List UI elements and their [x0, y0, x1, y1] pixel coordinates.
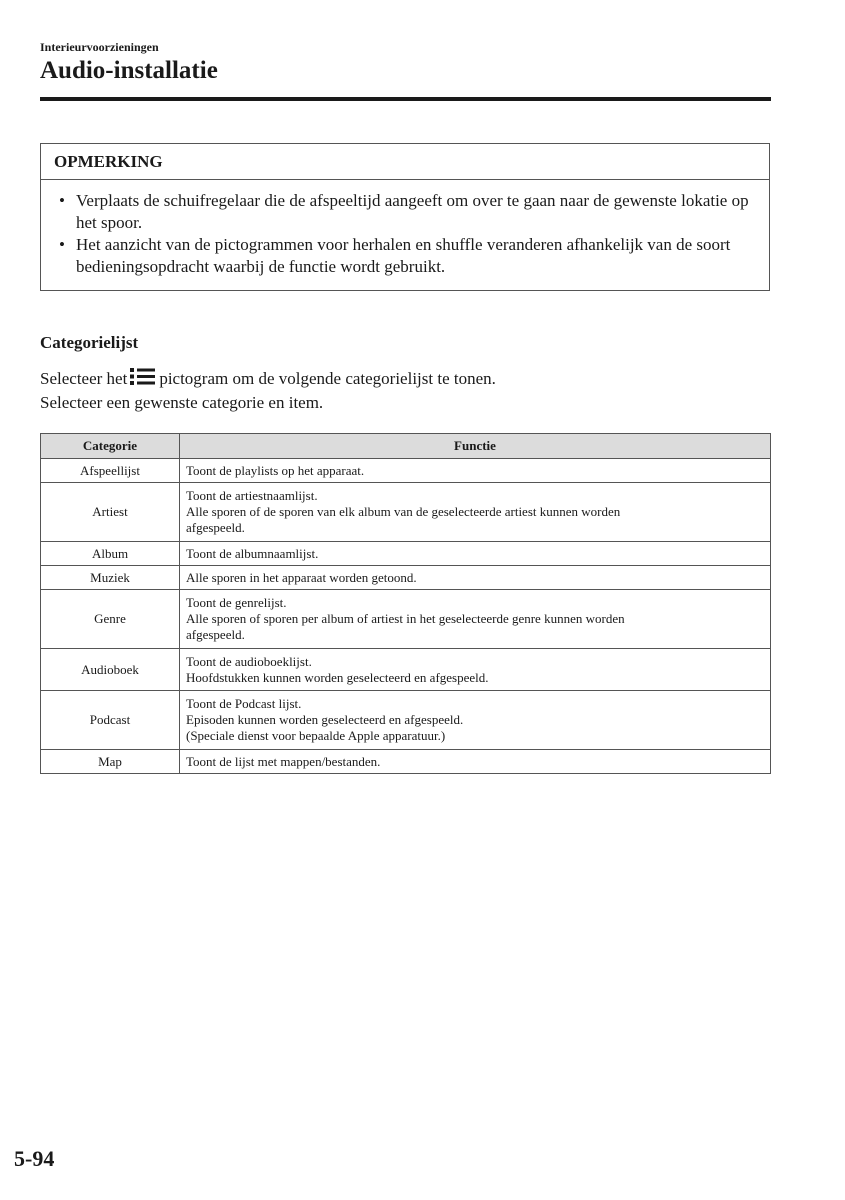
title-rule: [40, 97, 771, 101]
function-line: Toont de audioboeklijst.: [186, 653, 312, 669]
page-title: Audio-installatie: [40, 57, 218, 84]
category-cell: Muziek: [41, 566, 180, 590]
function-line: Toont de artiestnaamlijst.: [186, 488, 318, 503]
category-cell: Map: [41, 750, 180, 774]
intro-line-1: [40, 367, 780, 392]
page-number: 5-94: [14, 1146, 55, 1171]
function-line: Toont de albumnaamlijst.: [186, 545, 319, 561]
note-heading: OPMERKING: [41, 144, 769, 180]
column-header-function: Functie: [180, 434, 771, 459]
function-cell: [180, 750, 771, 774]
table-row: [41, 649, 771, 691]
function-line: afgespeeld.: [186, 627, 245, 642]
function-line: Alle sporen of sporen per album of artiest in het geselecteerde genre kunnen worden: [186, 611, 625, 626]
note-item-text: Verplaats de schuifregelaar die de afspeeltijd aangeeft om over te gaan naar de gewenste lokatie op het spoor.: [76, 191, 749, 232]
function-line: Alle sporen in het apparaat worden getoond.: [186, 569, 417, 585]
function-cell: [180, 459, 771, 483]
category-cell: Afspeellijst: [41, 459, 180, 483]
function-line: Toont de Podcast lijst.: [186, 696, 302, 711]
function-cell: [180, 649, 771, 691]
category-cell: Genre: [41, 590, 180, 649]
category-cell: Audioboek: [41, 649, 180, 691]
note-list: [41, 180, 769, 278]
bullet-icon: •: [59, 191, 65, 210]
bullet-icon: •: [59, 235, 65, 254]
category-list-heading: Categorielijst: [40, 333, 139, 352]
function-line: Alle sporen of de sporen van elk album van de geselecteerde artiest kunnen worden: [186, 504, 621, 519]
category-intro: [40, 367, 780, 414]
note-item: [59, 190, 749, 234]
intro-before-icon: Selecteer het: [40, 369, 128, 388]
note-item-text: Het aanzicht van de pictogrammen voor herhalen en shuffle veranderen afhankelijk van de soort bedieningsopdracht waarbij de functie wordt gebruikt.: [76, 235, 731, 276]
function-line: afgespeeld.: [186, 520, 245, 535]
function-line: Hoofdstukken kunnen worden geselecteerd en afgespeeld.: [186, 669, 489, 685]
note-box: [40, 143, 770, 291]
table-header-row: [41, 434, 771, 459]
table-row: [41, 691, 771, 750]
table-row: [41, 483, 771, 542]
function-line: Toont de lijst met mappen/bestanden.: [186, 753, 381, 769]
function-cell: [180, 566, 771, 590]
table-row: [41, 459, 771, 483]
function-cell: [180, 691, 771, 750]
function-cell: [180, 590, 771, 649]
function-line: (Speciale dienst voor bepaalde Apple apparatuur.): [186, 728, 446, 743]
function-line: Episoden kunnen worden geselecteerd en afgespeeld.: [186, 712, 464, 727]
category-cell: Artiest: [41, 483, 180, 542]
list-icon: [129, 367, 156, 392]
category-cell: Podcast: [41, 691, 180, 750]
table-row: [41, 542, 771, 566]
note-item: [59, 234, 749, 278]
function-line: Toont de playlists op het apparaat.: [186, 462, 365, 478]
category-table: [40, 433, 771, 774]
table-row: [41, 566, 771, 590]
section-label: Interieurvoorzieningen: [40, 40, 159, 54]
category-cell: Album: [41, 542, 180, 566]
function-cell: [180, 542, 771, 566]
function-cell: [180, 483, 771, 542]
intro-line-2: Selecteer een gewenste categorie en item.: [40, 393, 324, 412]
column-header-category: Categorie: [41, 434, 180, 459]
table-row: [41, 750, 771, 774]
table-row: [41, 590, 771, 649]
function-line: Toont de genrelijst.: [186, 595, 287, 610]
intro-after-icon: pictogram om de volgende categorielijst te tonen.: [159, 369, 496, 388]
